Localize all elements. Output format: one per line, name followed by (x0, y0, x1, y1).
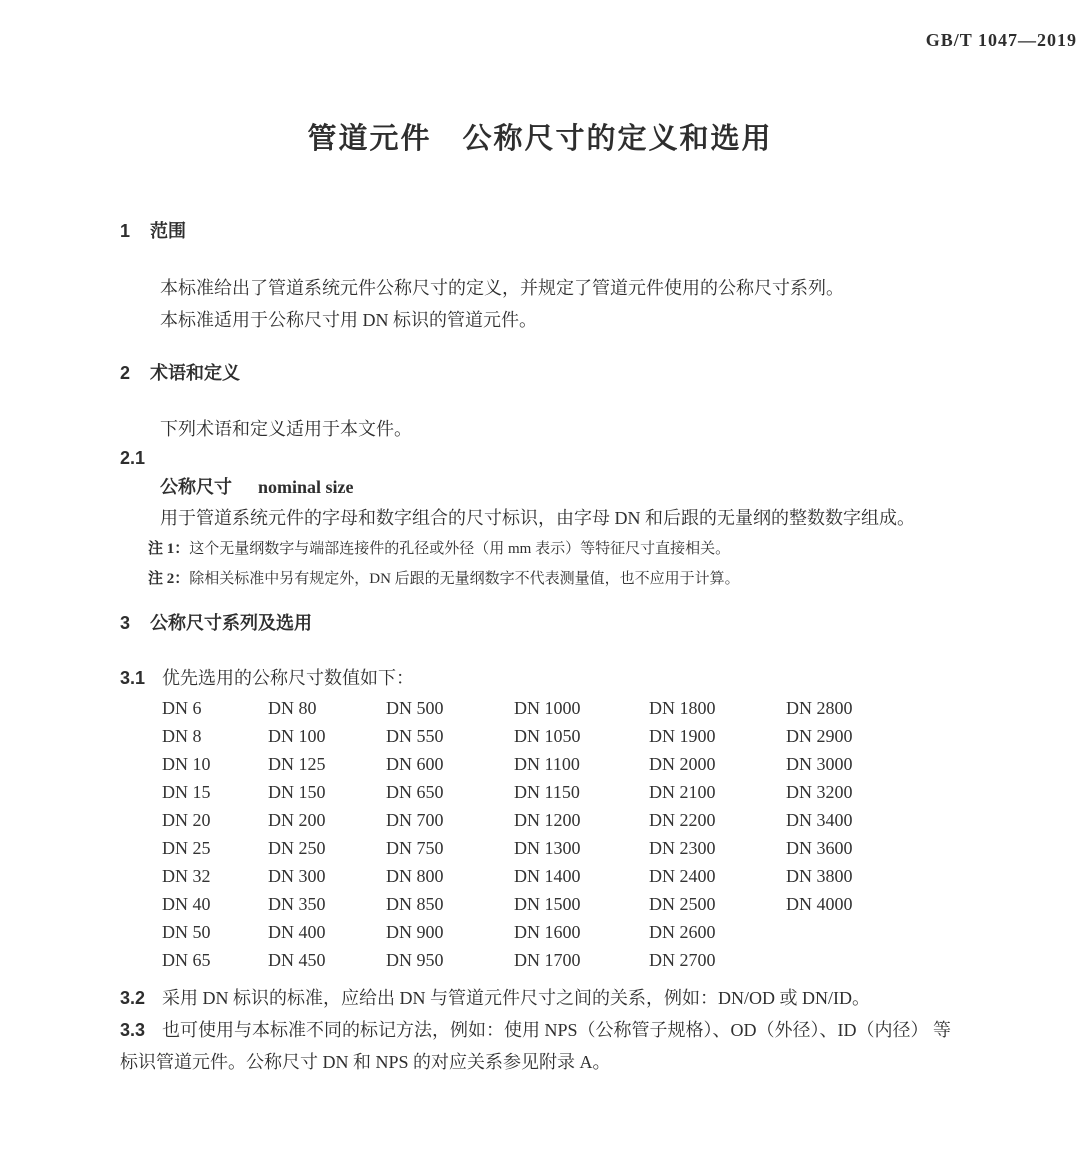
dn-value: DN 1800 (649, 698, 716, 718)
dn-value: DN 4000 (786, 894, 853, 914)
term-note-2 (148, 564, 960, 594)
dn-value: DN 6 (162, 698, 202, 718)
dn-value: DN 1900 (649, 726, 716, 746)
clause-3-1-number: 3.1 (120, 668, 146, 688)
section-1-number: 1 (120, 221, 131, 241)
dn-value: DN 2400 (649, 866, 716, 886)
dn-value: DN 2200 (649, 810, 716, 830)
dn-value: DN 750 (386, 838, 444, 858)
dn-value: DN 2600 (649, 922, 716, 942)
dn-value: DN 20 (162, 810, 211, 830)
section-2-title: 术语和定义 (150, 363, 240, 383)
note-1-label: 注 1： (148, 541, 190, 557)
dn-value: DN 2800 (786, 698, 853, 718)
dn-value: DN 1200 (514, 810, 581, 830)
document-title: 管道元件 公称尺寸的定义和选用 (307, 123, 773, 155)
dn-value: DN 200 (268, 810, 326, 830)
clause-3-3-text: 也可使用与本标准不同的标记方法，例如：使用 NPS（公称管子规格）、OD（外径）、ID（内径） 等标识管道元件。公称尺寸 DN 和 NPS 的对应关系参见附录 A。 (120, 1020, 952, 1072)
section-2-number: 2 (120, 363, 131, 383)
dn-value: DN 650 (386, 782, 444, 802)
clause-3-1-text: 优先选用的公称尺寸数值如下： (162, 668, 414, 688)
dn-value: DN 1050 (514, 726, 581, 746)
note-1-text: 这个无量纲数字与端部连接件的孔径或外径（用 mm 表示）等特征尺寸直接相关。 (189, 541, 731, 557)
dn-value: DN 150 (268, 782, 326, 802)
standard-number: GB/T 1047—2019 (925, 30, 1077, 50)
dn-value: DN 2900 (786, 726, 853, 746)
dn-value: DN 800 (386, 866, 444, 886)
dn-value (786, 946, 906, 974)
dn-value: DN 900 (386, 922, 444, 942)
clause-3-1 (120, 664, 960, 692)
section-1-heading (120, 218, 960, 244)
section-1-title: 范围 (150, 221, 186, 241)
clause-3-3 (120, 1014, 960, 1078)
dn-value (786, 918, 906, 946)
dn-value: DN 550 (386, 726, 444, 746)
section-3-heading (120, 610, 960, 636)
term-definition: 用于管道系统元件的字母和数字组合的尺寸标识，由字母 DN 和后跟的无量纲的整数数字组成。 (160, 508, 915, 528)
dn-value: DN 350 (268, 894, 326, 914)
scope-paragraph-1: 本标准给出了管道系统元件公称尺寸的定义，并规定了管道元件使用的公称尺寸系列。 (160, 278, 844, 298)
terms-intro: 下列术语和定义适用于本文件。 (160, 419, 412, 439)
dn-value: DN 3200 (786, 782, 853, 802)
dn-value: DN 2700 (649, 950, 716, 970)
dn-value: DN 1500 (514, 894, 581, 914)
dn-value: DN 100 (268, 726, 326, 746)
dn-value: DN 8 (162, 726, 202, 746)
dn-value: DN 1700 (514, 950, 581, 970)
dn-value: DN 3800 (786, 866, 853, 886)
dn-value: DN 1100 (514, 754, 580, 774)
term-english: nominal size (258, 477, 354, 497)
term-entry-number: 2.1 (120, 448, 146, 468)
dn-value: DN 3000 (786, 754, 853, 774)
section-3-title: 公称尺寸系列及选用 (150, 613, 312, 633)
dn-value: DN 700 (386, 810, 444, 830)
dn-value: DN 600 (386, 754, 444, 774)
dn-value: DN 1150 (514, 782, 580, 802)
dn-value: DN 950 (386, 950, 444, 970)
dn-value: DN 2100 (649, 782, 716, 802)
section-2-heading (120, 360, 960, 386)
clause-3-2-number: 3.2 (120, 988, 146, 1008)
dn-value: DN 450 (268, 950, 326, 970)
dn-value: DN 3600 (786, 838, 853, 858)
clause-3-2-text: 采用 DN 标识的标准，应给出 DN 与管道元件尺寸之间的关系，例如：DN/OD 或 DN/ID。 (162, 988, 870, 1008)
dn-value: DN 10 (162, 754, 211, 774)
term-line (160, 472, 960, 502)
dn-value: DN 2000 (649, 754, 716, 774)
dn-value: DN 400 (268, 922, 326, 942)
term-chinese: 公称尺寸 (160, 477, 232, 497)
dn-value: DN 40 (162, 894, 211, 914)
dn-value: DN 2300 (649, 838, 716, 858)
dn-value: DN 300 (268, 866, 326, 886)
note-2-text: 除相关标准中另有规定外，DN 后跟的无量纲数字不代表测量值，也不应用于计算。 (189, 571, 740, 587)
dn-value: DN 1400 (514, 866, 581, 886)
dn-value: DN 32 (162, 866, 211, 886)
term-note-1 (148, 534, 960, 564)
dn-value: DN 1600 (514, 922, 581, 942)
dn-value: DN 50 (162, 922, 211, 942)
dn-value: DN 25 (162, 838, 211, 858)
dn-size-table (162, 694, 960, 974)
clause-3-2 (120, 982, 960, 1014)
dn-value: DN 125 (268, 754, 326, 774)
note-2-label: 注 2： (148, 571, 190, 587)
dn-value: DN 850 (386, 894, 444, 914)
dn-value: DN 15 (162, 782, 211, 802)
dn-value: DN 2500 (649, 894, 716, 914)
dn-value: DN 3400 (786, 810, 853, 830)
clause-3-3-number: 3.3 (120, 1020, 146, 1040)
dn-value: DN 500 (386, 698, 444, 718)
dn-value: DN 1000 (514, 698, 581, 718)
scope-paragraph-2: 本标准适用于公称尺寸用 DN 标识的管道元件。 (160, 310, 537, 330)
dn-value: DN 65 (162, 950, 211, 970)
section-3-number: 3 (120, 613, 131, 633)
dn-value: DN 80 (268, 698, 317, 718)
dn-value: DN 250 (268, 838, 326, 858)
dn-value: DN 1300 (514, 838, 581, 858)
